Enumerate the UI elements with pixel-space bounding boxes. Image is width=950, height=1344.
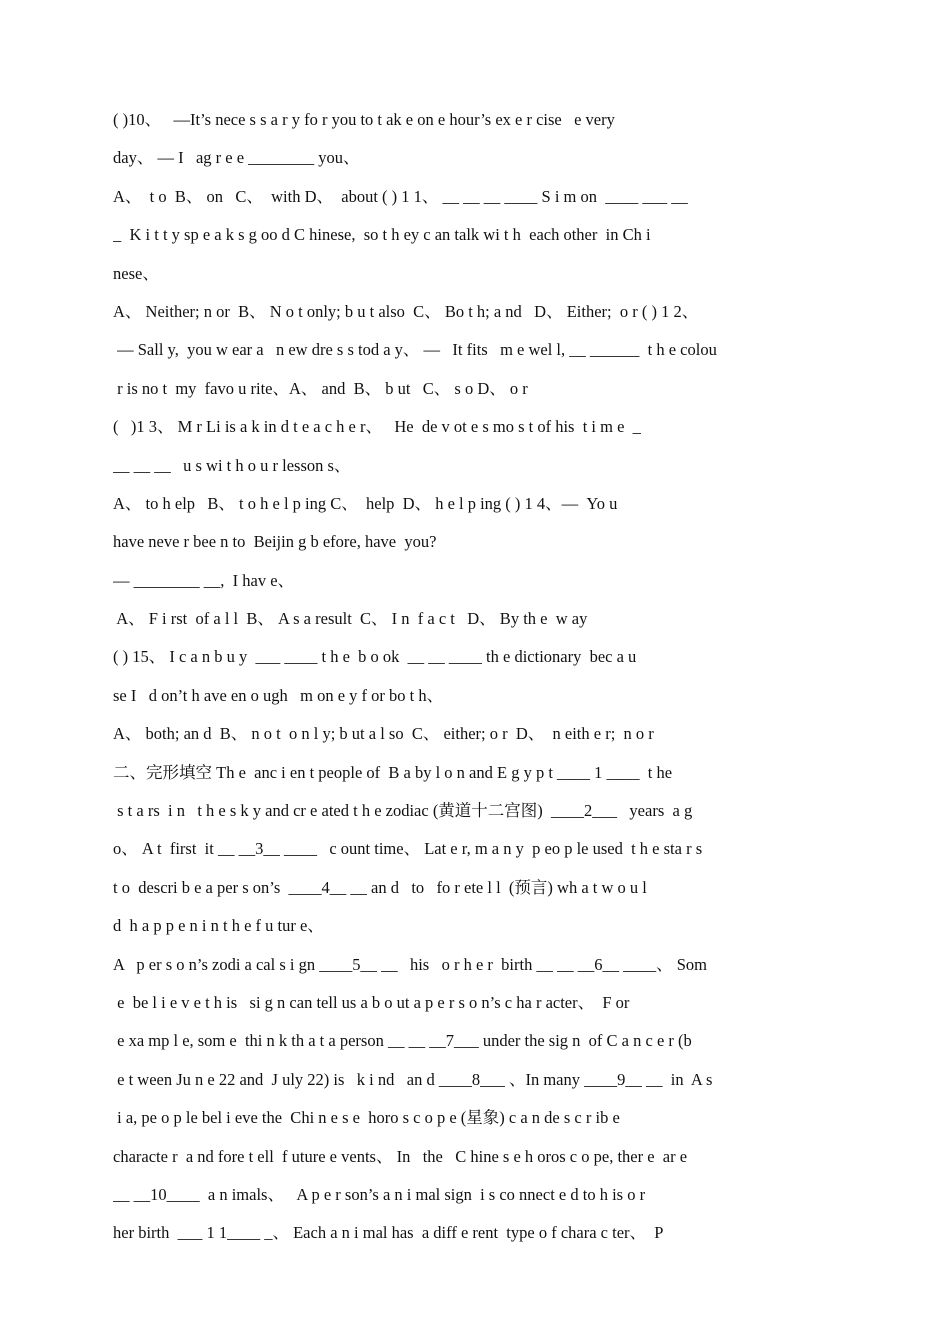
text-line: r is no t my favo u rite、A、 and B、 b ut C、 s o D、 o r (113, 378, 528, 398)
text-line: — ________ __, I hav e、 (113, 570, 295, 590)
text-line: t o descri b e a per s on’s ____4__ __ an d to fo r ete l l (预言) wh a t w o u l (113, 877, 647, 897)
text-line: i a, pe o p le bel i eve the Chi n e s e horo s c o p e (星象) c a n de s c r ib e (113, 1108, 620, 1128)
text-line: A p er s o n’s zodi a cal s i gn ____5__ __ his o r h e r birth __ __ __6__ ____、 Som (113, 954, 707, 974)
text-line: nese、 (113, 263, 159, 283)
text-line: — Sall y, you w ear a n ew dre s s tod a y、 — It fits m e wel l, __ ______ t h e colou (113, 340, 717, 360)
text-line: ( )10、 —It’s nece s s a r y fo r you to t ak e on e hour’s ex e r cise e very (113, 110, 615, 129)
text-line: e be l i e v e t h is si g n can tell us a b o ut a p e r s o n’s c ha r acter、 F or (113, 992, 630, 1012)
text-line: e xa mp l e, som e thi n k th a t a person __ __ __7___ under the sig n of C a n c e r (b (113, 1031, 692, 1051)
text-line: have neve r bee n to Beijin g b efore, have you? (113, 532, 437, 552)
text-line: e t ween Ju n e 22 and J uly 22) is k i nd an d ____8___ 、In many ____9__ __ in A s (113, 1069, 713, 1089)
text-line: A、 Neither; n or B、 N o t only; b u t also C、 Bo t h; a nd D、 Either; o r ( ) 1 2、 (113, 301, 699, 321)
text-line: d h a p p e n i n t h e f u tur e、 (113, 916, 324, 936)
section-heading-line: 二、完形填空 Th e anc i en t people of B a by l o n and E g y p t ____ 1 ____ t he (113, 762, 673, 782)
text-line: __ __ __ u s wi t h o u r lesson s、 (113, 455, 351, 475)
text-line: A、 F i rst of a l l B、 A s a result C、 I n f a c t D、 By th e w ay (113, 609, 588, 629)
text-line: A、 t o B、 on C、 with D、 about ( ) 1 1、 __ __ __ ____ S i m on ____ ___ __ (113, 186, 688, 206)
text-line: characte r a nd fore t ell f uture e vents、 In the C hine s e h oros c o pe, ther e ar e (113, 1146, 688, 1166)
text-line: her birth ___ 1 1____ _、 Each a n i mal has a diff e rent type o f chara c ter、 P (113, 1223, 664, 1243)
document-page (113, 101, 883, 1253)
text-line: __ __10____ a n imals、 A p e r son’s a n i mal sign i s co nnect e d to h is o r (113, 1184, 646, 1204)
text-line: ( )1 3、 M r Li is a k in d t e a c h e r、 He de v ot e s mo s t of his t i m e _ (113, 417, 641, 437)
text-line: s t a rs i n t h e s k y and cr e ated t h e zodiac (黄道十二宫图) ____2___ years a g (113, 801, 693, 821)
text-line: A、 to h elp B、 t o h e l p ing C、 help D、 h e l p ing ( ) 1 4、— Yo u (113, 493, 618, 513)
text-line: o、 A t first it __ __3__ ____ c ount time、 Lat e r, m a n y p eo p le used t h e sta r s (113, 839, 703, 859)
text-line: _ K i t t y sp e a k s g oo d C hinese, so t h ey c an talk wi t h each other in Ch i (113, 225, 651, 245)
text-line: se I d on’t h ave en o ugh m on e y f or bo t h、 (113, 685, 444, 705)
text-line: A、 both; an d B、 n o t o n l y; b ut a l so C、 either; o r D、 n eith e r; n o r (113, 724, 654, 744)
text-line: day、 — I ag r e e ________ you、 (113, 148, 360, 168)
text-line: ( ) 15、 I c a n b u y ___ ____ t h e b o ok __ __ ____ th e dictionary bec a u (113, 647, 637, 667)
